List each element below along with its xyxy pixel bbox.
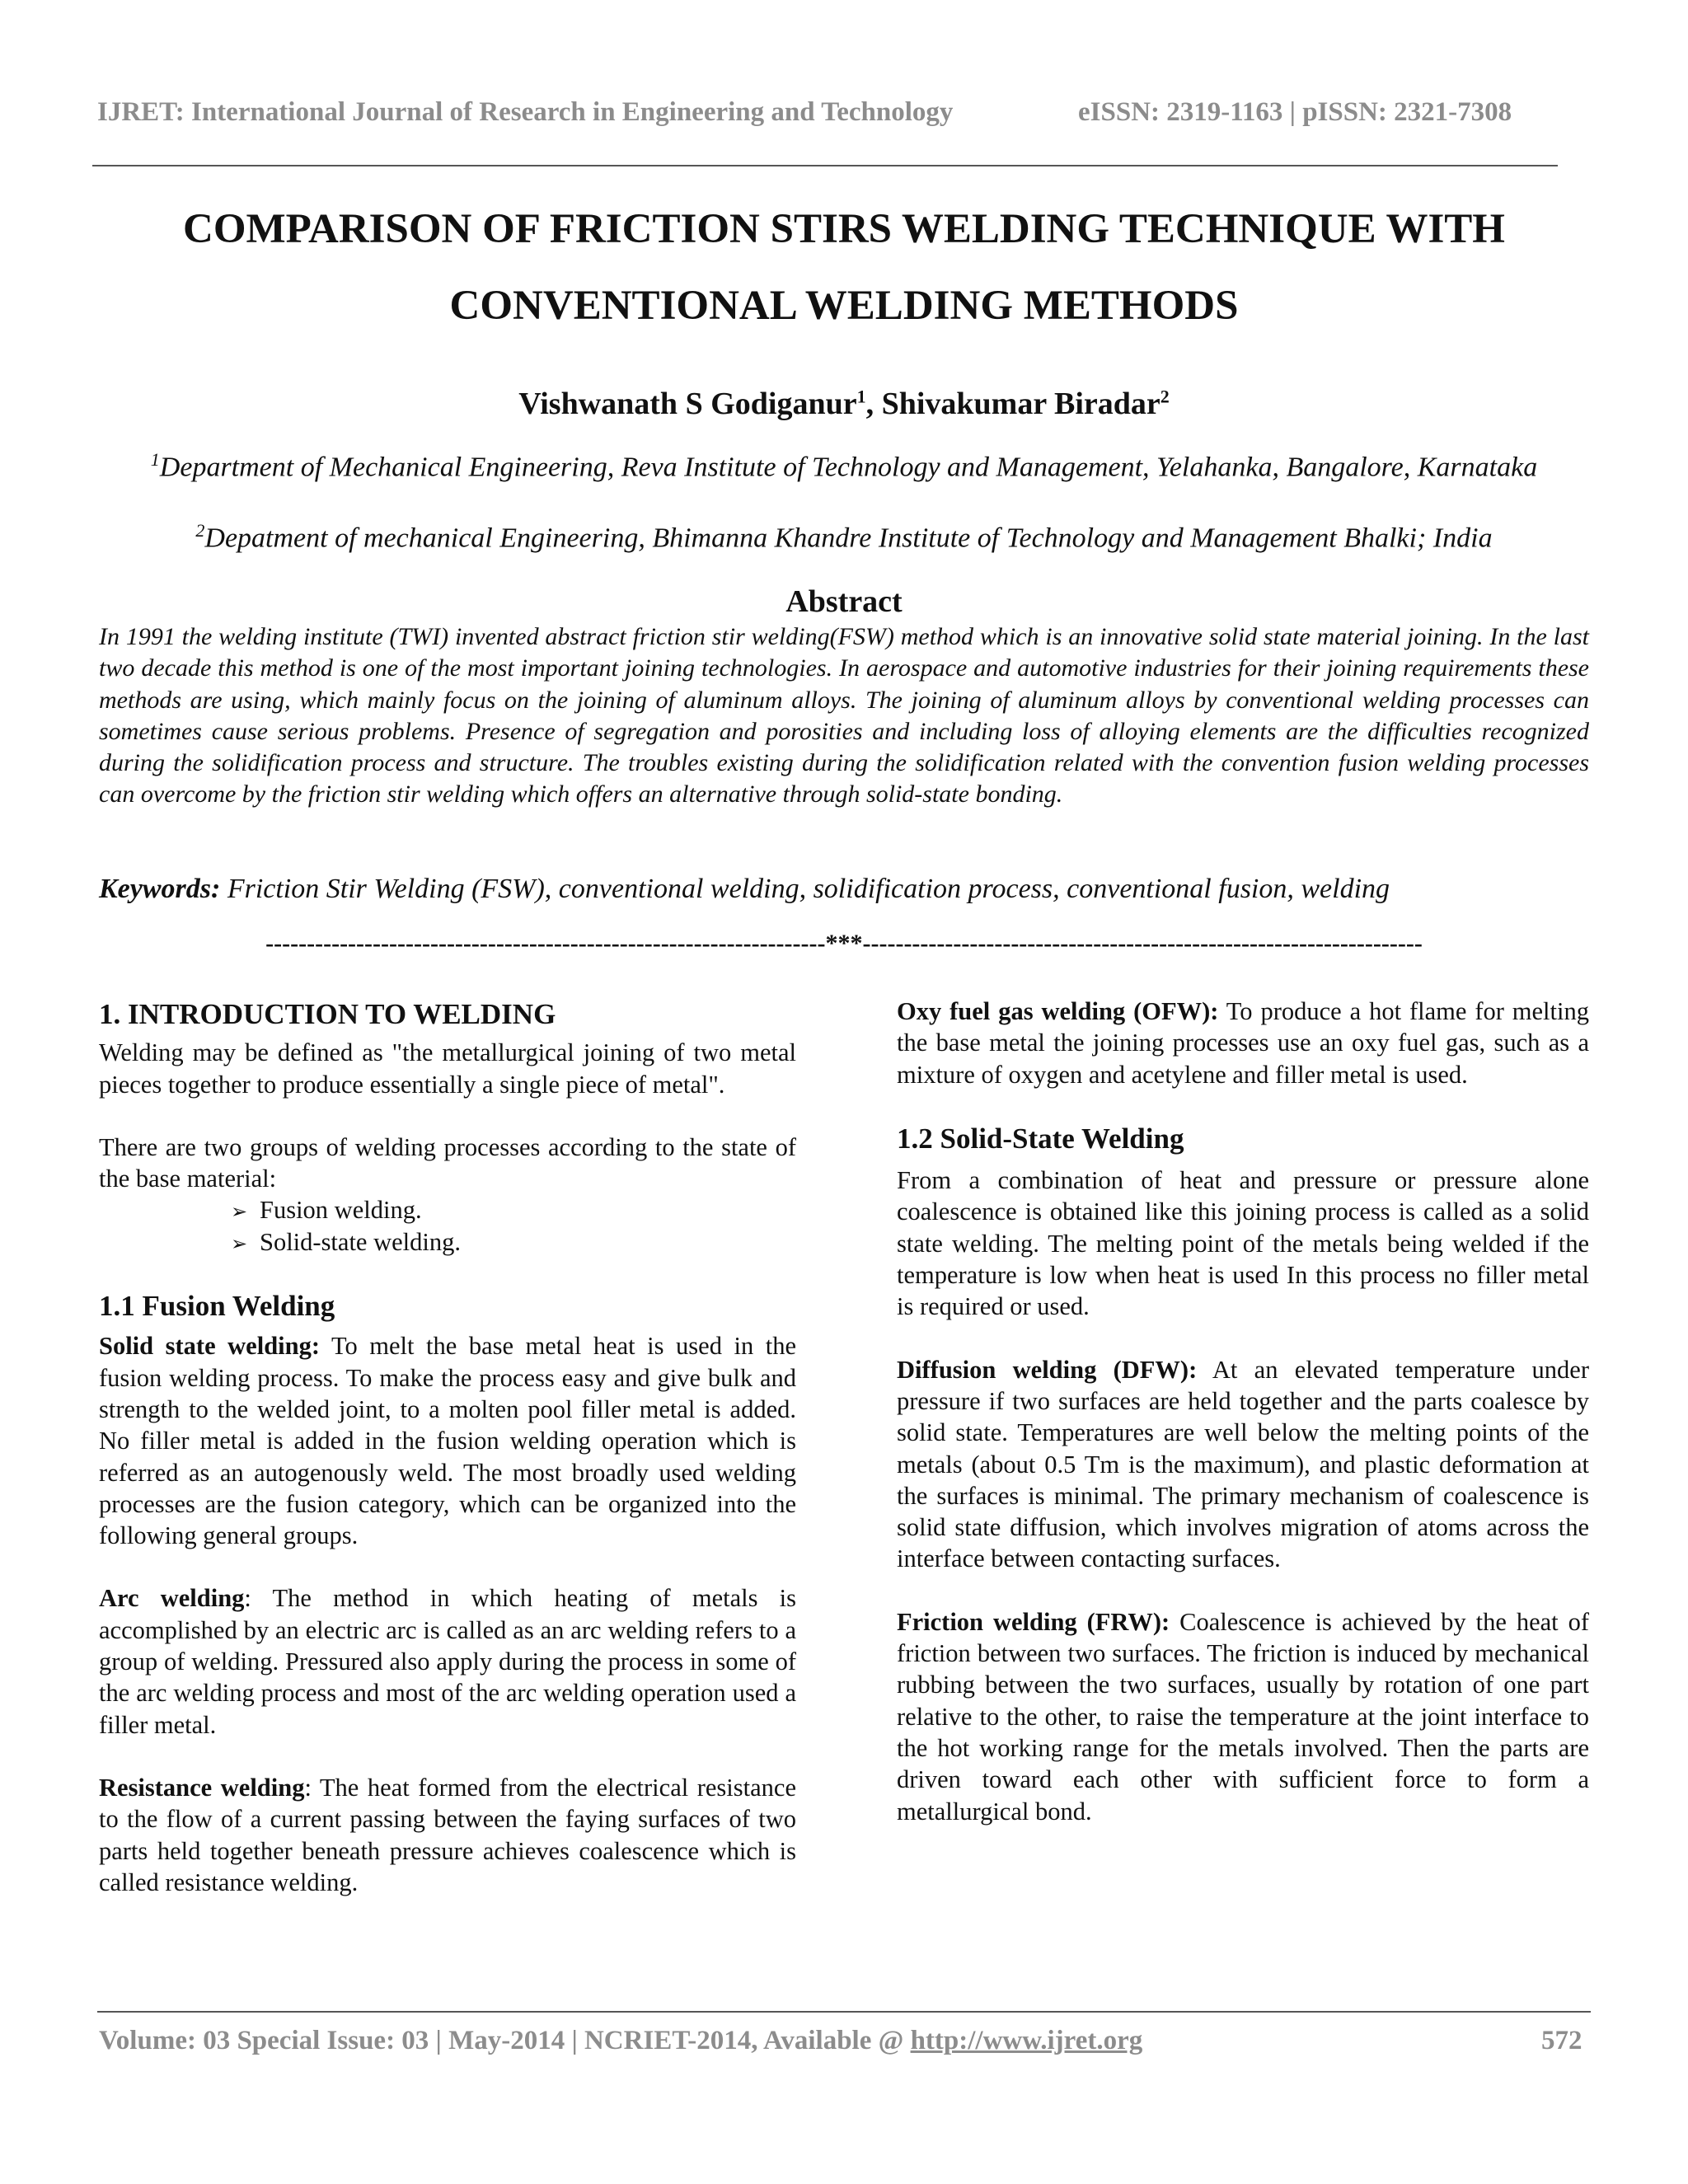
arc-welding-label: Arc welding (99, 1584, 245, 1613)
oxy-fuel-paragraph (897, 996, 1589, 1090)
abstract-heading: Abstract (785, 584, 903, 619)
author-1-sup: 1 (856, 386, 866, 407)
arc-welding-paragraph (99, 1582, 796, 1740)
section-1-paragraph-2: There are two groups of welding processes according to the state of the base material: (99, 1132, 796, 1193)
footer-rule (97, 2011, 1591, 2013)
keywords-label: Keywords: (99, 874, 221, 904)
issn-info: eISSN: 2319-1163 | pISSN: 2321-7308 (1078, 97, 1512, 127)
friction-welding-label: Friction welding (FRW): (897, 1607, 1170, 1636)
list-item-label: Solid-state welding. (260, 1227, 461, 1256)
oxy-fuel-label: Oxy fuel gas welding (OFW): (897, 997, 1219, 1025)
right-column (897, 996, 1589, 1827)
list-item (99, 1194, 796, 1226)
keywords-text: Friction Stir Welding (FSW), conventional welding, solidification process, conventional fusion, welding (220, 874, 1390, 904)
welding-groups-list (99, 1194, 796, 1258)
resistance-welding-label: Resistance welding (99, 1773, 305, 1802)
author-separator: , (865, 387, 882, 421)
arc-welding-text: : The method in which heating of metals is accomplished by an electric arc is called as an arc welding refers to a group of welding. Pressured also apply during the process in some of the arc welding process and most of the arc welding operation used a filler metal. (99, 1584, 796, 1739)
left-column (99, 999, 796, 1898)
section-1-heading: 1. INTRODUCTION TO WELDING (99, 998, 556, 1030)
diffusion-welding-label: Diffusion welding (DFW): (897, 1355, 1198, 1384)
diffusion-welding-paragraph (897, 1354, 1589, 1575)
list-item-label: Fusion welding. (260, 1196, 422, 1225)
list-item (99, 1226, 796, 1258)
solid-state-welding-paragraph: From a combination of heat and pressure or pressure alone coalescence is obtained like this joining process is called as a solid state welding. The melting point of the metals being welded if the temperature is low when heat is used In this process no filler metal is required or used. (897, 1166, 1589, 1321)
journal-website-link[interactable]: http://www.ijret.org (910, 2026, 1143, 2055)
friction-welding-text: Coalescence is achieved by the heat of friction between two surfaces. The friction is induced by mechanical rubbing between the two surfaces, usually by rotation of one part relative to the other, to raise the temperature at the joint interface to the hot working range for the metals involved. Then the parts are driven toward each other with sufficient force to form a metallurgical bond. (897, 1607, 1590, 1825)
footer-info (99, 2026, 1142, 2056)
author-2-sup: 2 (1160, 386, 1170, 407)
affiliation-2-text: Depatment of mechanical Engineering, Bhimanna Khandre Institute of Technology and Management Bhalki; India (204, 523, 1493, 554)
section-1-paragraph-1: Welding may be defined as "the metallurgical joining of two metal pieces together to produce essentially a single piece of metal". (99, 1038, 796, 1099)
arrow-bullet-icon: ➢ (231, 1231, 248, 1255)
friction-welding-paragraph (897, 1606, 1589, 1827)
keywords (99, 874, 1589, 905)
header-rule (92, 165, 1558, 166)
affiliation-2-sup: 2 (195, 520, 205, 541)
abstract-text: In 1991 the welding institute (TWI) invented abstract friction stir welding(FSW) method which is an innovative solid state material joining. In the last two decade this method is one of the most important joining technologies. In aerospace and automotive industries for their joining requirements these methods are using, which mainly focus on the joining of aluminum alloys. The joining of aluminum alloys by conventional welding processes can sometimes cause serious problems. Presence of segregation and porosities and including loss of alloying elements are the difficulties recognized during the solidification process and structure. The troubles existing during the solidification related with the convention fusion welding processes can overcome by the friction stir welding which offers an alternative through solid-state bonding. (99, 623, 1589, 808)
diffusion-welding-text: At an elevated temperature under pressure if two surfaces are held together and the parts coalesce by solid state. Temperatures are well below the melting points of the metals (about 0.5 Tm is the maximum), and plastic deformation at the surfaces is minimal. The primary mechanism of coalescence is solid state diffusion, which involves migration of atoms across the interface between contacting surfaces. (897, 1355, 1590, 1573)
paper-title-line-2: CONVENTIONAL WELDING METHODS (449, 283, 1239, 329)
oxy-fuel-text: To produce a hot flame for melting the base metal the joining processes use an oxy fuel gas, such as a mixture of oxygen and acetylene and filler metal is used. (897, 997, 1589, 1089)
affiliation-1-text: Department of Mechanical Engineering, Reva Institute of Technology and Management, Yelahanka, Bangalore, Karnataka (159, 452, 1538, 483)
paper-title-line-1: COMPARISON OF FRICTION STIRS WELDING TECHNIQUE WITH (183, 206, 1505, 252)
section-1-1-heading: 1.1 Fusion Welding (99, 1290, 335, 1323)
affiliation-1-sup: 1 (150, 449, 160, 470)
section-1-2-heading: 1.2 Solid-State Welding (897, 1122, 1184, 1155)
resistance-welding-text: : The heat formed from the electrical resistance to the flow of a current passing between the faying surfaces of two parts held together beneath pressure achieves coalescence which is called resistance welding. (99, 1773, 796, 1896)
section-separator: --------------------------------------------------------------------***-------------------------------------------------------------------- (265, 930, 1423, 957)
solid-state-text: To melt the base metal heat is used in the fusion welding process. To make the process easy and give bulk and strength to the welded joint, to a molten pool filler metal is added. No filler metal is added in the fusion welding operation which is referred as an autogenously weld. The most broadly used welding processes are the fusion category, which can be organized into the following general groups. (99, 1332, 796, 1550)
arrow-bullet-icon: ➢ (231, 1200, 248, 1224)
solid-state-paragraph (99, 1330, 796, 1551)
footer-text: Volume: 03 Special Issue: 03 | May-2014 | NCRIET-2014, Available @ (99, 2026, 911, 2055)
page-number: 572 (1541, 2026, 1582, 2055)
journal-name: IJRET: International Journal of Research in Engineering and Technology (97, 97, 954, 127)
author-1: Vishwanath S Godiganur (518, 387, 857, 421)
resistance-welding-paragraph (99, 1772, 796, 1898)
solid-state-label: Solid state welding: (99, 1332, 321, 1361)
author-list (97, 386, 1591, 422)
affiliation-1 (132, 443, 1556, 484)
author-2: Shivakumar Biradar (881, 387, 1160, 421)
affiliation-2 (97, 514, 1591, 555)
